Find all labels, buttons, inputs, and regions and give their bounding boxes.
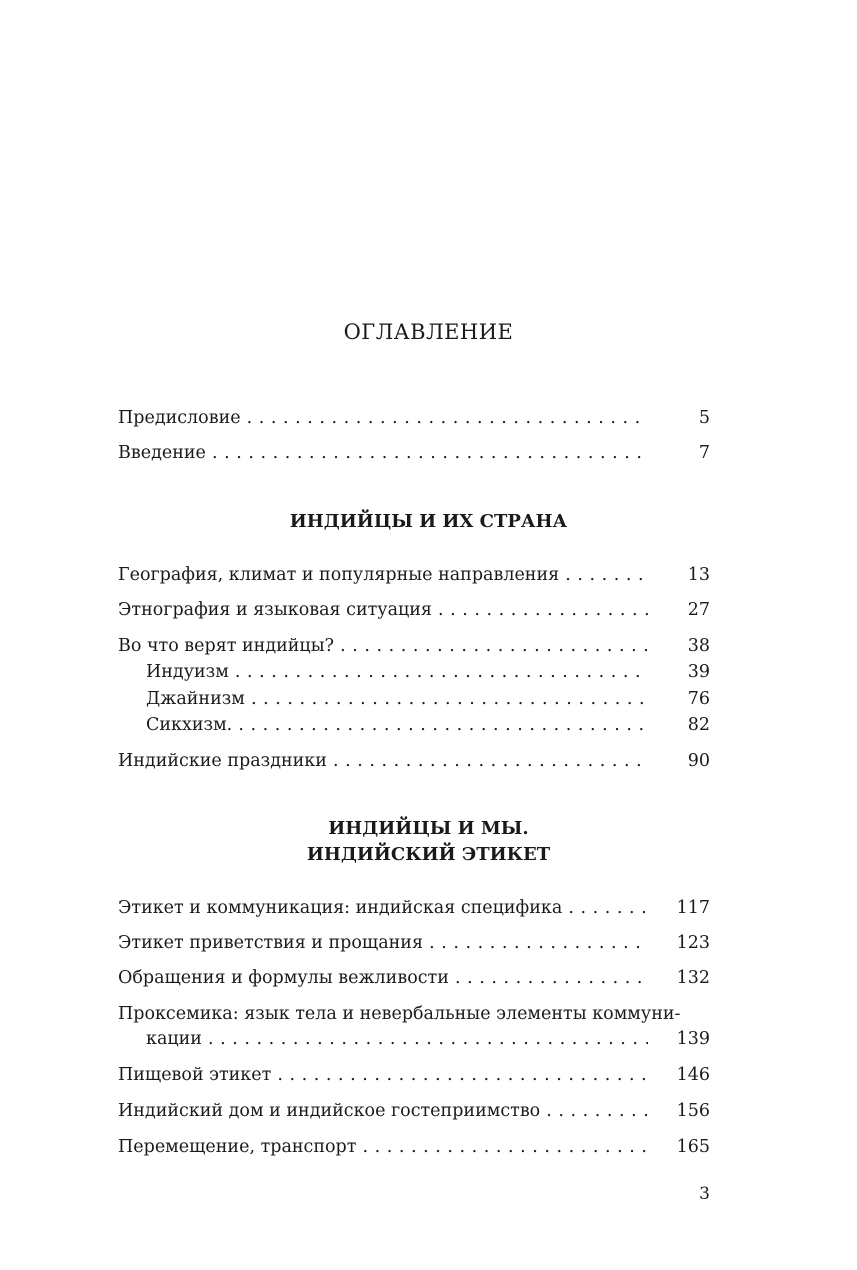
section-heading-indians-and-us: ИНДИЙЦЫ И МЫ. [328, 818, 529, 839]
toc-entry-text: Сикхизм. . . . [146, 713, 648, 737]
toc-entry-page: 38 [687, 636, 710, 656]
toc-entry-hospitality[interactable] [118, 1099, 710, 1123]
toc-entry-page: 123 [676, 933, 710, 953]
toc-entry-page: 132 [676, 968, 710, 988]
toc-entry-greeting-etiquette[interactable] [118, 931, 710, 955]
toc-entry-page: 82 [687, 715, 710, 735]
toc-entry-page: 139 [676, 1029, 710, 1049]
toc-entry-page: 165 [676, 1137, 710, 1157]
page-number: 3 [699, 1184, 710, 1204]
toc-entry-page: 7 [698, 443, 710, 463]
toc-entry-text: Обращения и формулы вежливости . . . [118, 966, 648, 990]
section-heading-indian-etiquette: ИНДИЙСКИЙ ЭТИКЕТ [306, 844, 551, 865]
toc-entry-page: 5 [698, 408, 710, 428]
toc-entry-page: 90 [687, 751, 710, 771]
toc-entry-hinduism[interactable] [146, 660, 710, 684]
toc-entry-page: 76 [687, 689, 710, 709]
toc-entry-page: 39 [687, 662, 710, 682]
toc-entry-preface[interactable] [118, 406, 710, 430]
toc-entry-page: 146 [676, 1065, 710, 1085]
toc-entry-holidays[interactable] [118, 749, 710, 773]
toc-entry-page: 117 [676, 898, 710, 918]
toc-entry-text: Этнография и языковая ситуация . . . [118, 598, 648, 622]
toc-entry-text: Предисловие . . . [118, 406, 648, 430]
toc-entry-geography[interactable] [118, 563, 710, 587]
toc-entry-text: Этикет и коммуникация: индийская специфика . . . [118, 896, 648, 920]
toc-entry-proxemics[interactable] [146, 1027, 710, 1051]
toc-entry-religion[interactable] [118, 634, 710, 658]
toc-entry-text: Введение . . . [118, 441, 648, 465]
toc-entry-text: Индуизм . . . [146, 660, 648, 684]
toc-entry-sikhism[interactable] [146, 713, 710, 737]
toc-entry-proxemics-line1[interactable]: Проксемика: язык тела и невербальные элементы коммуни- [118, 1004, 681, 1024]
toc-entry-introduction[interactable] [118, 441, 710, 465]
toc-entry-politeness-formulas[interactable] [118, 966, 710, 990]
toc-entry-text: Пищевой этикет . . . [118, 1063, 648, 1087]
toc-entry-jainism[interactable] [146, 687, 710, 711]
toc-entry-text: Джайнизм . . . [146, 687, 648, 711]
toc-entry-transport[interactable] [118, 1135, 710, 1159]
toc-entry-food-etiquette[interactable] [118, 1063, 710, 1087]
toc-entry-text: Индийский дом и индийское гостеприимство . . . [118, 1099, 648, 1123]
toc-entry-text: Индийские праздники . . . [118, 749, 648, 773]
page-title: ОГЛАВЛЕНИЕ [343, 320, 514, 344]
toc-entry-page: 27 [687, 600, 710, 620]
toc-entry-ethnography[interactable] [118, 598, 710, 622]
toc-entry-text: Этикет приветствия и прощания . . . [118, 931, 648, 955]
toc-entry-text: География, климат и популярные направления . . . [118, 563, 648, 587]
section-heading-indians-and-country: ИНДИЙЦЫ И ИХ СТРАНА [289, 511, 568, 532]
toc-entry-page: 156 [676, 1101, 710, 1121]
toc-entry-text: Перемещение, транспорт . . . [118, 1135, 648, 1159]
toc-entry-etiquette-communication[interactable] [118, 896, 710, 920]
toc-entry-text: кации . . . [146, 1027, 648, 1051]
toc-entry-text: Во что верят индийцы? . . . [118, 634, 648, 658]
toc-entry-page: 13 [687, 565, 710, 585]
